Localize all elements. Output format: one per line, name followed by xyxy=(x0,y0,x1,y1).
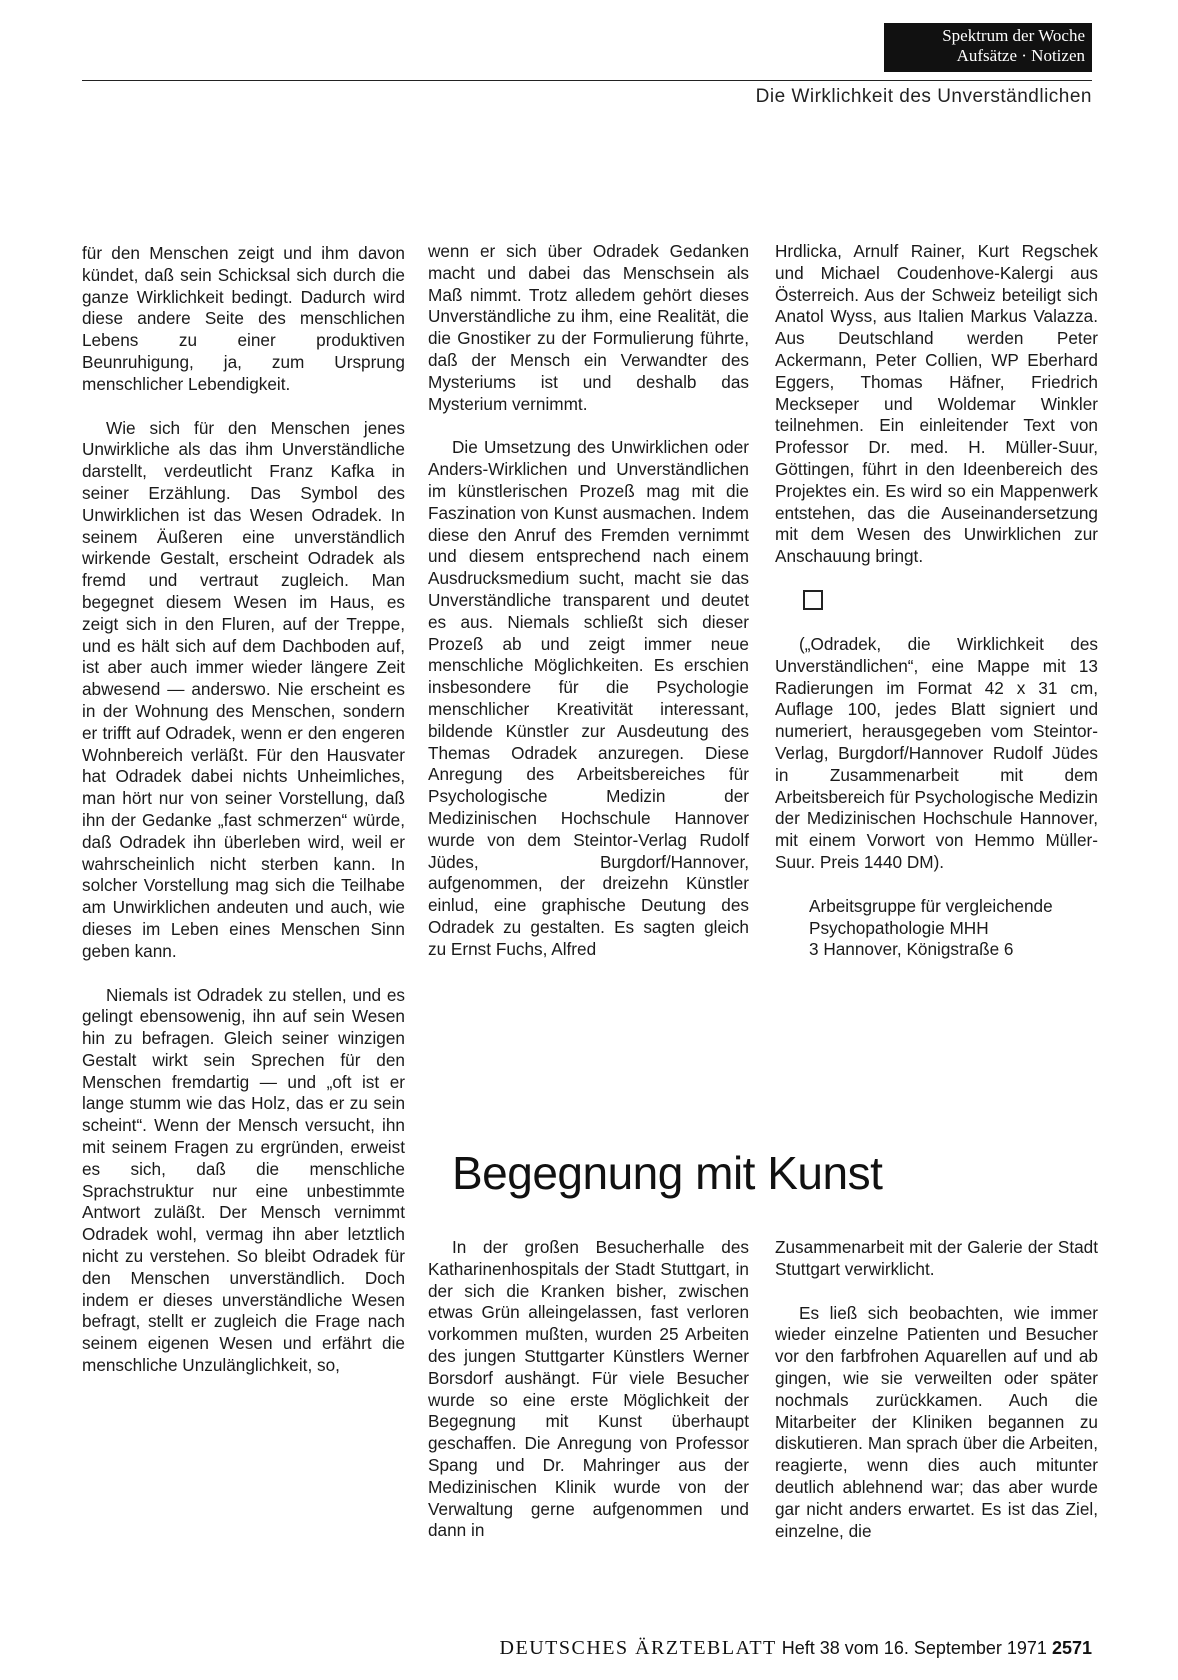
end-of-article-box xyxy=(803,590,823,610)
publication-note: („Odradek, die Wirklichkeit des Unverständlichen“, eine Mappe mit 13 Radierungen im Format 42 x 31 cm, Auflage 100, jedes Blatt signiert und numeriert, herausgegeben vom Steintor-Verlag, Burgdorf/Hannover Rudolf Jüdes in Zusammenarbeit mit dem Arbeitsbereich für Psychologische Medizin der Medizinischen Hochschule Hannover, mit einem Vorwort von Hemmo Müller-Suur. Preis 1440 DM). xyxy=(775,633,1098,872)
paragraph: Zusammenarbeit mit der Galerie der Stadt Stuttgart verwirklicht. xyxy=(775,1237,1098,1279)
paragraph: Es ließ sich beobachten, wie immer wieder einzelne Patienten und Besucher vor den farbfrohen Aquarellen auf und ab gingen, wie sie verweilten oder später nochmals zurückkamen. Auch die Mitarbeiter der Kliniken begannen zu diskutieren. Man sprach über die Arbeiten, reagierte, wenn dies auch mitunter deutlich ablehnend war; das aber wurde gar nicht anders erwartet. Es ist das Ziel, einzelne, die xyxy=(775,1302,1098,1541)
journal-name: DEUTSCHES ÄRZTEBLATT xyxy=(499,1637,777,1659)
article-title: Begegnung mit Kunst xyxy=(452,1147,883,1199)
odradek-column-2 xyxy=(428,241,749,983)
kunst-column-1 xyxy=(428,1237,749,1564)
section-label xyxy=(884,23,1092,72)
odradek-column-1 xyxy=(82,243,405,1399)
paragraph: Hrdlicka, Arnulf Rainer, Kurt Regschek und Michael Coudenhove-Kalergi aus Österreich. Aus der Schweiz beteiligt sich Anatol Wyss, aus Italien Markus Valazza. Aus Deutschland werden Peter Ackermann, Peter Collien, WP Eberhard Eggers, Thomas Häfner, Friedrich Meckseper und Woldemar Winkler teilnehmen. Ein einleitender Text von Professor Dr. med. H. Müller-Suur, Göttingen, führt in den Ideenbereich des Projektes ein. Es wird so ein Mappenwerk entstehen, das die Auseinandersetzung mit dem Wesen des Unwirklichen zur Anschauung bringt. xyxy=(775,241,1098,567)
paragraph: für den Menschen zeigt und ihm davon kündet, daß sein Schicksal sich durch die ganze Wirklichkeit bedingt. Dadurch wird diese andere Seite des menschlichen Lebens zu einer produktiven Beunruhigung, ja, zum Ursprung menschlicher Lebendigkeit. xyxy=(82,243,405,394)
paragraph: In der großen Besucherhalle des Katharinenhospitals der Stadt Stuttgart, in der sich die Kranken bisher, zwischen etwas Grün alleingelassen, fast verloren vorkommen mußten, wurden 25 Arbeiten des jungen Stuttgarter Künstlers Werner Borsdorf aushängt. Für viele Besucher wurde so eine erste Möglichkeit der Begegnung mit Kunst überhaupt geschaffen. Die Anregung von Professor Spang und Dr. Mahringer aus der Medizinischen Klinik wurde von der Verwaltung gerne aufgenommen und dann in xyxy=(428,1237,749,1541)
page-footer xyxy=(500,1637,1092,1660)
section-label-line2: Aufsätze · Notizen xyxy=(956,46,1085,65)
running-title: Die Wirklichkeit des Unverständlichen xyxy=(755,86,1092,107)
section-label-line1: Spektrum der Woche xyxy=(942,26,1085,45)
odradek-column-3 xyxy=(775,241,1098,961)
kunst-column-2 xyxy=(775,1237,1098,1564)
header-rule xyxy=(82,80,1092,81)
signature-line: 3 Hannover, Königstraße 6 xyxy=(809,939,1014,960)
issue-info: Heft 38 vom 16. September 1971 xyxy=(781,1638,1047,1658)
page-number: 2571 xyxy=(1051,1638,1092,1658)
paragraph: Wie sich für den Menschen jenes Unwirkliche als das ihm Unverständliche darstellt, verdeutlicht Franz Kafka in seiner Erzählung. Das Symbol des Unwirklichen ist das Wesen Odradek. In seinem Äußeren eine unverständlich wirkende Gestalt, erscheint Odradek als fremd und vertraut zugleich. Man begegnet diesem Wesen im Haus, es zeigt sich in den Fluren, auf der Treppe, und es hält sich auf dem Dachboden auf, ist aber auch immer wieder längere Zeit abwesend — anderswo. Nie erscheint es in der Wohnung des Menschen, sondern er trifft auf Odradek, wenn er den engeren Wohnbereich verläßt. Für den Hausvater hat Odradek dabei nichts Unheimliches, man hört nur von seiner Vorstellung, daß ihn der Gedanke „fast schmerzen“ würde, daß Odradek ihn überleben wird, weil er wahrscheinlich nicht sterben kann. In solcher Vorstellung mag sich die Teilhabe am Unwirklichen andeuten und auch, wie dieses im Leben eines Menschen Sinn geben kann. xyxy=(82,417,405,961)
signature-line: Psychopathologie MHH xyxy=(809,917,989,938)
paragraph: Die Umsetzung des Unwirklichen oder Anders-Wirklichen und Unverständlichen im künstlerischen Prozeß mag mit die Faszination von Kunst ausmachen. Indem diese den Anruf des Fremden vernimmt und diesem entsprechend nach einem Ausdrucksmedium sucht, macht sie das Unverständliche transparent und deutet es aus. Niemals schließt sich dieser Prozeß ab und zeigt immer neue menschliche Möglichkeiten. Es erschien insbesondere für die Psychologie menschlicher Kreativität interessant, bildende Künstler zur Ausdeutung des Themas Odradek anzuregen. Diese Anregung des Arbeitsbereiches für Psychologische Medizin der Medizinischen Hochschule Hannover wurde von dem Steintor-Verlag Rudolf Jüdes, Burgdorf/Hannover, aufgenommen, der dreizehn Künstler einlud, eine graphische Deutung des Odradek zu gestalten. Es sagten gleich zu Ernst Fuchs, Alfred xyxy=(428,437,749,959)
signature-line: Arbeitsgruppe für vergleichende xyxy=(809,895,1053,916)
paragraph: Niemals ist Odradek zu stellen, und es gelingt ebensowenig, ihn auf sein Wesen hin zu befragen. Gleich seiner winzigen Gestalt wirkt sein Sprechen für den Menschen fremdartig — und „oft ist er lange stumm wie das Holz, das er zu sein scheint“. Wenn der Mensch versucht, ihn mit seinem Fragen zu ergründen, erweist es sich, daß die menschliche Sprachstruktur nur eine unbestimmte Antwort zuläßt. Der Mensch vernimmt Odradek wohl, vermag ihn aber letztlich nicht zu verstehen. So bleibt Odradek für den Menschen unverständlich. Doch indem er dieses unverständliche Wesen befragt, stellt er zugleich die Frage nach seinem eigenen Wesen und erfährt die menschliche Unzulänglichkeit, so, xyxy=(82,984,405,1376)
author-signature xyxy=(775,896,1098,961)
paragraph: wenn er sich über Odradek Gedanken macht und dabei das Menschsein als Maß nimmt. Trotz alledem gehört dieses Unverständliche zu ihm, eine Realität, die die Gnostiker zu der Formulierung führte, daß der Mensch ein Verwandter des Mysteriums ist und deshalb das Mysterium vernimmt. xyxy=(428,241,749,414)
